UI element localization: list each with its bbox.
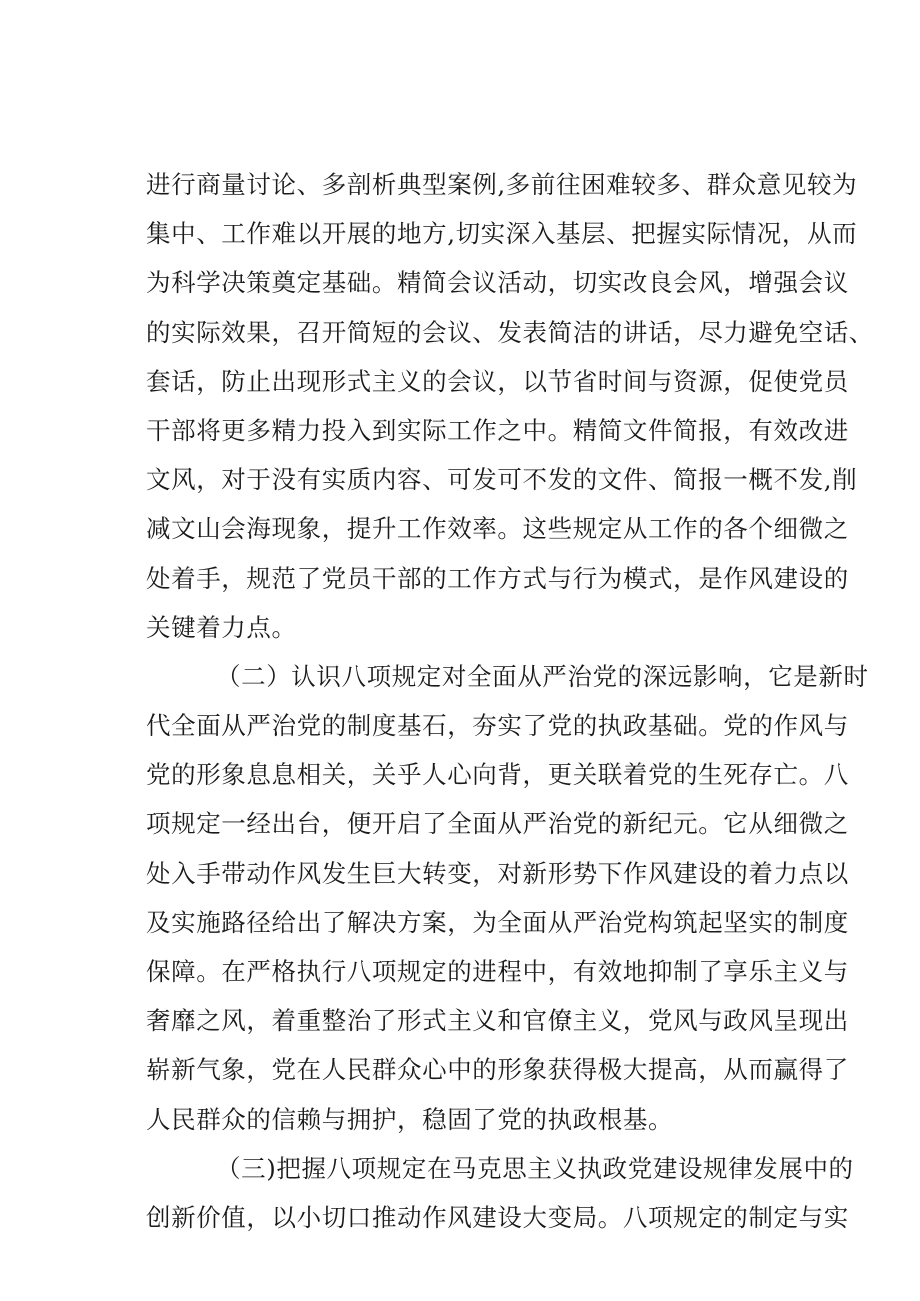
paragraph-line: 减文山会海现象，提升工作效率。这些规定从工作的各个细微之 <box>146 514 849 544</box>
paragraph-line: 的实际效果，召开简短的会议、发表简洁的讲话，尽力避免空话、 <box>146 317 874 347</box>
paragraph-line: 代全面从严治党的制度基石，夯实了党的执政基础。党的作风与 <box>146 711 849 741</box>
paragraph-line: 为科学决策奠定基础。精简会议活动，切实改良会风，增强会议 <box>146 268 849 298</box>
paragraph-line: 项规定一经出台，便开启了全面从严治党的新纪元。它从细微之 <box>146 809 849 839</box>
paragraph-line: 文风，对于没有实质内容、可发可不发的文件、简报一概不发,削 <box>146 465 858 495</box>
paragraph-line: 集中、工作难以开展的地方,切实深入基层、把握实际情况，从而 <box>146 219 858 249</box>
paragraph-line: 进行商量讨论、多剖析典型案例,多前往困难较多、群众意见较为 <box>146 170 858 199</box>
paragraph-line: 干部将更多精力投入到实际工作之中。精简文件简报，有效改进 <box>146 415 849 445</box>
paragraph-line: 奢靡之风，着重整治了形式主义和官僚主义，党风与政风呈现出 <box>146 1006 849 1036</box>
paragraph-line: （三)把握八项规定在马克思主义执政党建设规律发展中的 <box>216 1153 854 1183</box>
paragraph-line: 保障。在严格执行八项规定的进程中，有效地抑制了享乐主义与 <box>146 957 849 986</box>
paragraph-line: 人民群众的信赖与拥护，稳固了党的执政根基。 <box>146 1104 674 1134</box>
paragraph-2 <box>146 652 869 1144</box>
paragraph-line: 党的形象息息相关，关乎人心向背，更关联着党的生死存亡。八 <box>146 760 849 790</box>
paragraph-3 <box>146 1144 854 1242</box>
paragraph-line: 套话，防止出现形式主义的会议，以节省时间与资源，促使党员 <box>146 366 849 396</box>
paragraph-line: 崭新气象，党在人民群众心中的形象获得极大提高，从而赢得了 <box>146 1055 849 1085</box>
document-body <box>146 160 874 1242</box>
paragraph-line: （二）认识八项规定对全面从严治党的深远影响，它是新时 <box>216 661 869 691</box>
paragraph-line: 处着手，规范了党员干部的工作方式与行为模式，是作风建设的 <box>146 563 849 593</box>
paragraph-line: 及实施路径给出了解决方案，为全面从严治党构筑起坚实的制度 <box>146 907 849 937</box>
paragraph-1 <box>146 160 874 652</box>
paragraph-line: 处入手带动作风发生巨大转变，对新形势下作风建设的着力点以 <box>146 858 849 888</box>
paragraph-line: 关键着力点。 <box>146 612 297 642</box>
paragraph-line: 创新价值，以小切口推动作风建设大变局。八项规定的制定与实 <box>146 1202 849 1232</box>
